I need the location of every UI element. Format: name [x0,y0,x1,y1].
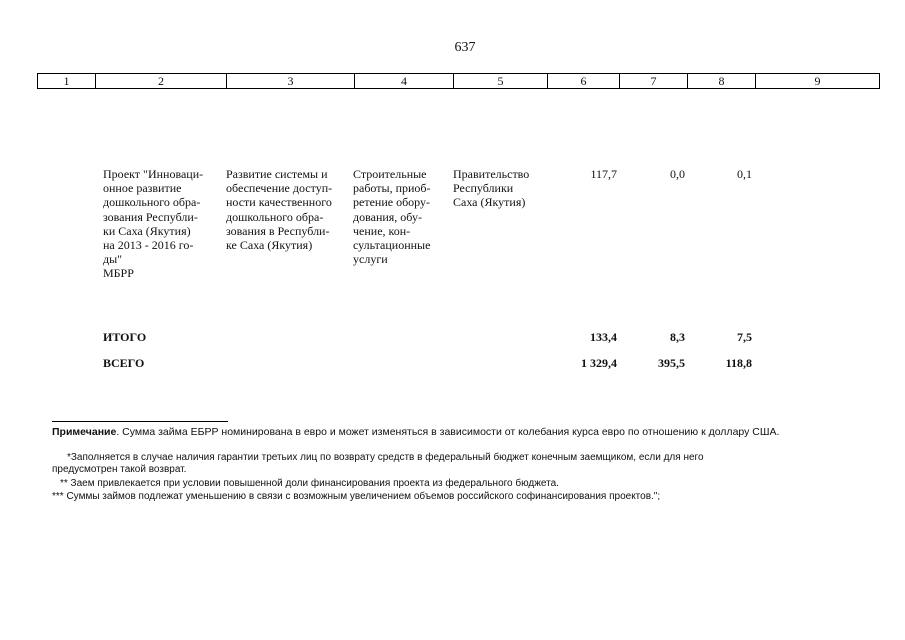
footnote-3: *** Суммы займов подлежат уменьшению в связи с возможным увеличением объемов российского софинансирования проектов."; [52,491,661,502]
note-text: . Сумма займа ЕБРР номинирована в евро и может изменяться в зависимости от колебания курса евро по отношению к доллару США. [116,426,780,438]
page-number: 637 [454,40,476,55]
header-col-5: 5 [454,74,548,88]
table-header-row [37,73,880,89]
vsego-col-7: 395,5 [658,356,685,370]
itogo-label: ИТОГО [103,330,147,344]
itogo-col-7: 8,3 [670,330,685,344]
header-col-7: 7 [620,74,688,88]
itogo-col-6: 133,4 [590,330,617,344]
vsego-label: ВСЕГО [103,356,145,370]
vsego-col-8: 118,8 [725,356,752,370]
value-col-6: 117,7 [590,167,617,181]
header-col-6: 6 [548,74,620,88]
footnote-1: *Заполняется в случае наличия гарантии третьих лиц по возврату средств в федеральный бюджет конечным заемщиком, если для него предусмотрен такой возврат. [52,452,704,475]
footnote-divider [52,421,228,422]
header-col-4: 4 [355,74,454,88]
executor-cell: Правительство Республики Саха (Якутия) [453,167,530,210]
vsego-col-6: 1 329,4 [581,356,617,370]
value-col-8: 0,1 [737,167,752,181]
project-activities-cell: Строительные работы, приоб- ретение обору- дования, обу- чение, кон- сультационные услуги [353,167,431,267]
note-main [52,426,872,438]
header-col-3: 3 [227,74,355,88]
project-goal-cell: Развитие системы и обеспечение доступ- ности качественного дошкольного обра- зования в Республи- ке Саха (Якутия) [226,167,333,253]
header-col-8: 8 [688,74,756,88]
itogo-col-8: 7,5 [737,330,752,344]
header-col-1: 1 [38,74,96,88]
note-label: Примечание [52,426,117,438]
header-col-2: 2 [96,74,227,88]
footnote-2: ** Заем привлекается при условии повышенной доли финансирования проекта из федерального бюджета. [60,478,559,489]
value-col-7: 0,0 [670,167,685,181]
project-name-cell: Проект "Инноваци- онное развитие дошкольного обра- зования Республи- ки Саха (Якутия) на 2013 - 2016 го- ды" МБРР [103,167,204,281]
header-col-9: 9 [814,74,821,88]
